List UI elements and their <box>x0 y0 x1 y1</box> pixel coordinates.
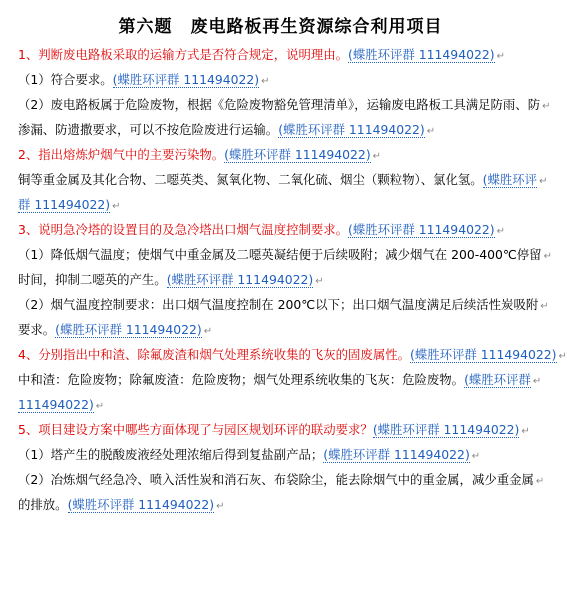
line-text: （2）烟气温度控制要求：出口烟气温度控制在 200℃以下；出口烟气温度满足后续活性炭吸附 <box>18 297 539 312</box>
answer-line <box>18 318 543 343</box>
line-text: 3、说明急冷塔的设置目的及急冷塔出口烟气温度控制要求。 <box>18 222 349 237</box>
group-tag: (蝶胜环评群 111494022) <box>323 447 470 462</box>
group-tag: (蝶胜环评群 111494022) <box>224 147 371 162</box>
paragraph-mark-icon: ↵ <box>261 76 270 87</box>
group-tag: (蝶胜环评群 111494022) <box>348 222 495 237</box>
group-tag: (蝶胜环评群 111494022) <box>278 122 425 137</box>
group-tag: (蝶胜环评群 111494022) <box>67 497 215 512</box>
paragraph-mark-icon: ↵ <box>532 376 542 387</box>
line-text: （1）符合要求。 <box>18 72 113 87</box>
line-text: 渗漏、防遗撒要求，可以不按危险废进行运输。 <box>18 122 279 137</box>
line-text: 要求。 <box>18 322 56 337</box>
paragraph-mark-icon: ↵ <box>426 126 436 137</box>
paragraph-mark-icon: ↵ <box>521 426 530 437</box>
page-title: 第六题 废电路板再生资源综合利用项目 <box>118 17 443 37</box>
group-tag: (蝶胜环评群 111494022) <box>166 272 314 287</box>
paragraph-mark-icon: ↵ <box>558 351 567 362</box>
answer-line <box>18 443 543 468</box>
answer-line <box>18 168 548 193</box>
answer-line <box>18 393 543 418</box>
question-line <box>18 343 567 368</box>
line-text: 铜等重金属及其化合物、二噁英类、氮氧化物、二氧化硫、烟尘（颗粒物）、氯化氢。 <box>18 172 483 187</box>
paragraph-mark-icon: ↵ <box>95 401 105 412</box>
line-text: 中和渣：危险废物；除氟废渣：危险废物；烟气处理系统收集的飞灰：危险废物。 <box>18 372 465 387</box>
line-text: （2）废电路板属于危险废物，根据《危险废物豁免管理清单》，运输废电路板工具满足防雨、防 <box>18 97 541 112</box>
line-text: （1）降低烟气温度；使烟气中重金属及二噁英凝结便于后续吸附；减少烟气在 200-400℃停留 <box>18 247 542 262</box>
line-text: （1）塔产生的脱酸废液经处理浓缩后得到复盐副产品； <box>18 447 324 462</box>
question-line <box>18 218 543 243</box>
line-text: （2）冶炼烟气经急冷、喷入活性炭和消石灰、布袋除尘，能去除烟气中的重金属，减少重金属 <box>18 472 534 487</box>
paragraph-mark-icon: ↵ <box>203 326 213 337</box>
answer-line <box>18 93 551 118</box>
line-text: 的排放。 <box>18 497 68 512</box>
line-text: 1、判断废电路板采取的运输方式是否符合规定，说明理由。 <box>18 47 349 62</box>
answer-line <box>18 193 543 218</box>
line-text: 5、项目建设方案中哪些方面体现了与园区规划环评的联动要求？ <box>18 422 373 437</box>
answer-line <box>18 243 552 268</box>
paragraph-mark-icon: ↵ <box>496 51 505 62</box>
paragraph-mark-icon: ↵ <box>315 276 324 287</box>
paragraph-mark-icon: ↵ <box>216 501 225 512</box>
group-tag: (蝶胜环评群 111494022) <box>372 422 520 437</box>
group-tag: (蝶胜环评群 111494022) <box>348 47 495 62</box>
group-tag: (蝶胜环评群 111494022) <box>112 72 260 87</box>
line-text: 4、分别指出中和渣、除氟废渣和烟气处理系统收集的飞灰的固废属性。 <box>18 347 410 362</box>
answer-line <box>18 68 543 93</box>
paragraph-mark-icon: ↵ <box>471 451 481 462</box>
group-tag: (蝶胜环评群 111494022) <box>410 347 557 362</box>
paragraph-mark-icon: ↵ <box>112 201 121 212</box>
answer-line <box>18 293 549 318</box>
paragraph-mark-icon: ↵ <box>543 251 552 262</box>
group-tag: (蝶胜环评群 <box>464 372 531 387</box>
paragraph-mark-icon: ↵ <box>540 301 549 312</box>
group-tag: (蝶胜环评群 111494022) <box>55 322 202 337</box>
line-text: 2、指出熔炼炉烟气中的主要污染物。 <box>18 147 225 162</box>
group-tag: (蝶胜环评 <box>482 172 538 187</box>
paragraph-mark-icon: ↵ <box>535 476 545 487</box>
question-line <box>18 418 543 443</box>
answer-line <box>18 493 543 518</box>
paragraph-mark-icon: ↵ <box>372 151 382 162</box>
question-line <box>18 43 543 68</box>
answer-line <box>18 468 543 493</box>
paragraph-mark-icon: ↵ <box>496 226 505 237</box>
paragraph-mark-icon: ↵ <box>542 101 551 112</box>
answer-line <box>18 268 543 293</box>
group-tag: 111494022) <box>18 397 94 412</box>
line-text: 时间，抑制二噁英的产生。 <box>18 272 167 287</box>
answer-line <box>18 118 543 143</box>
question-line <box>18 143 543 168</box>
answer-line <box>18 368 543 393</box>
document-body <box>18 43 567 518</box>
paragraph-mark-icon: ↵ <box>539 176 548 187</box>
group-tag: 群 111494022) <box>18 197 111 212</box>
